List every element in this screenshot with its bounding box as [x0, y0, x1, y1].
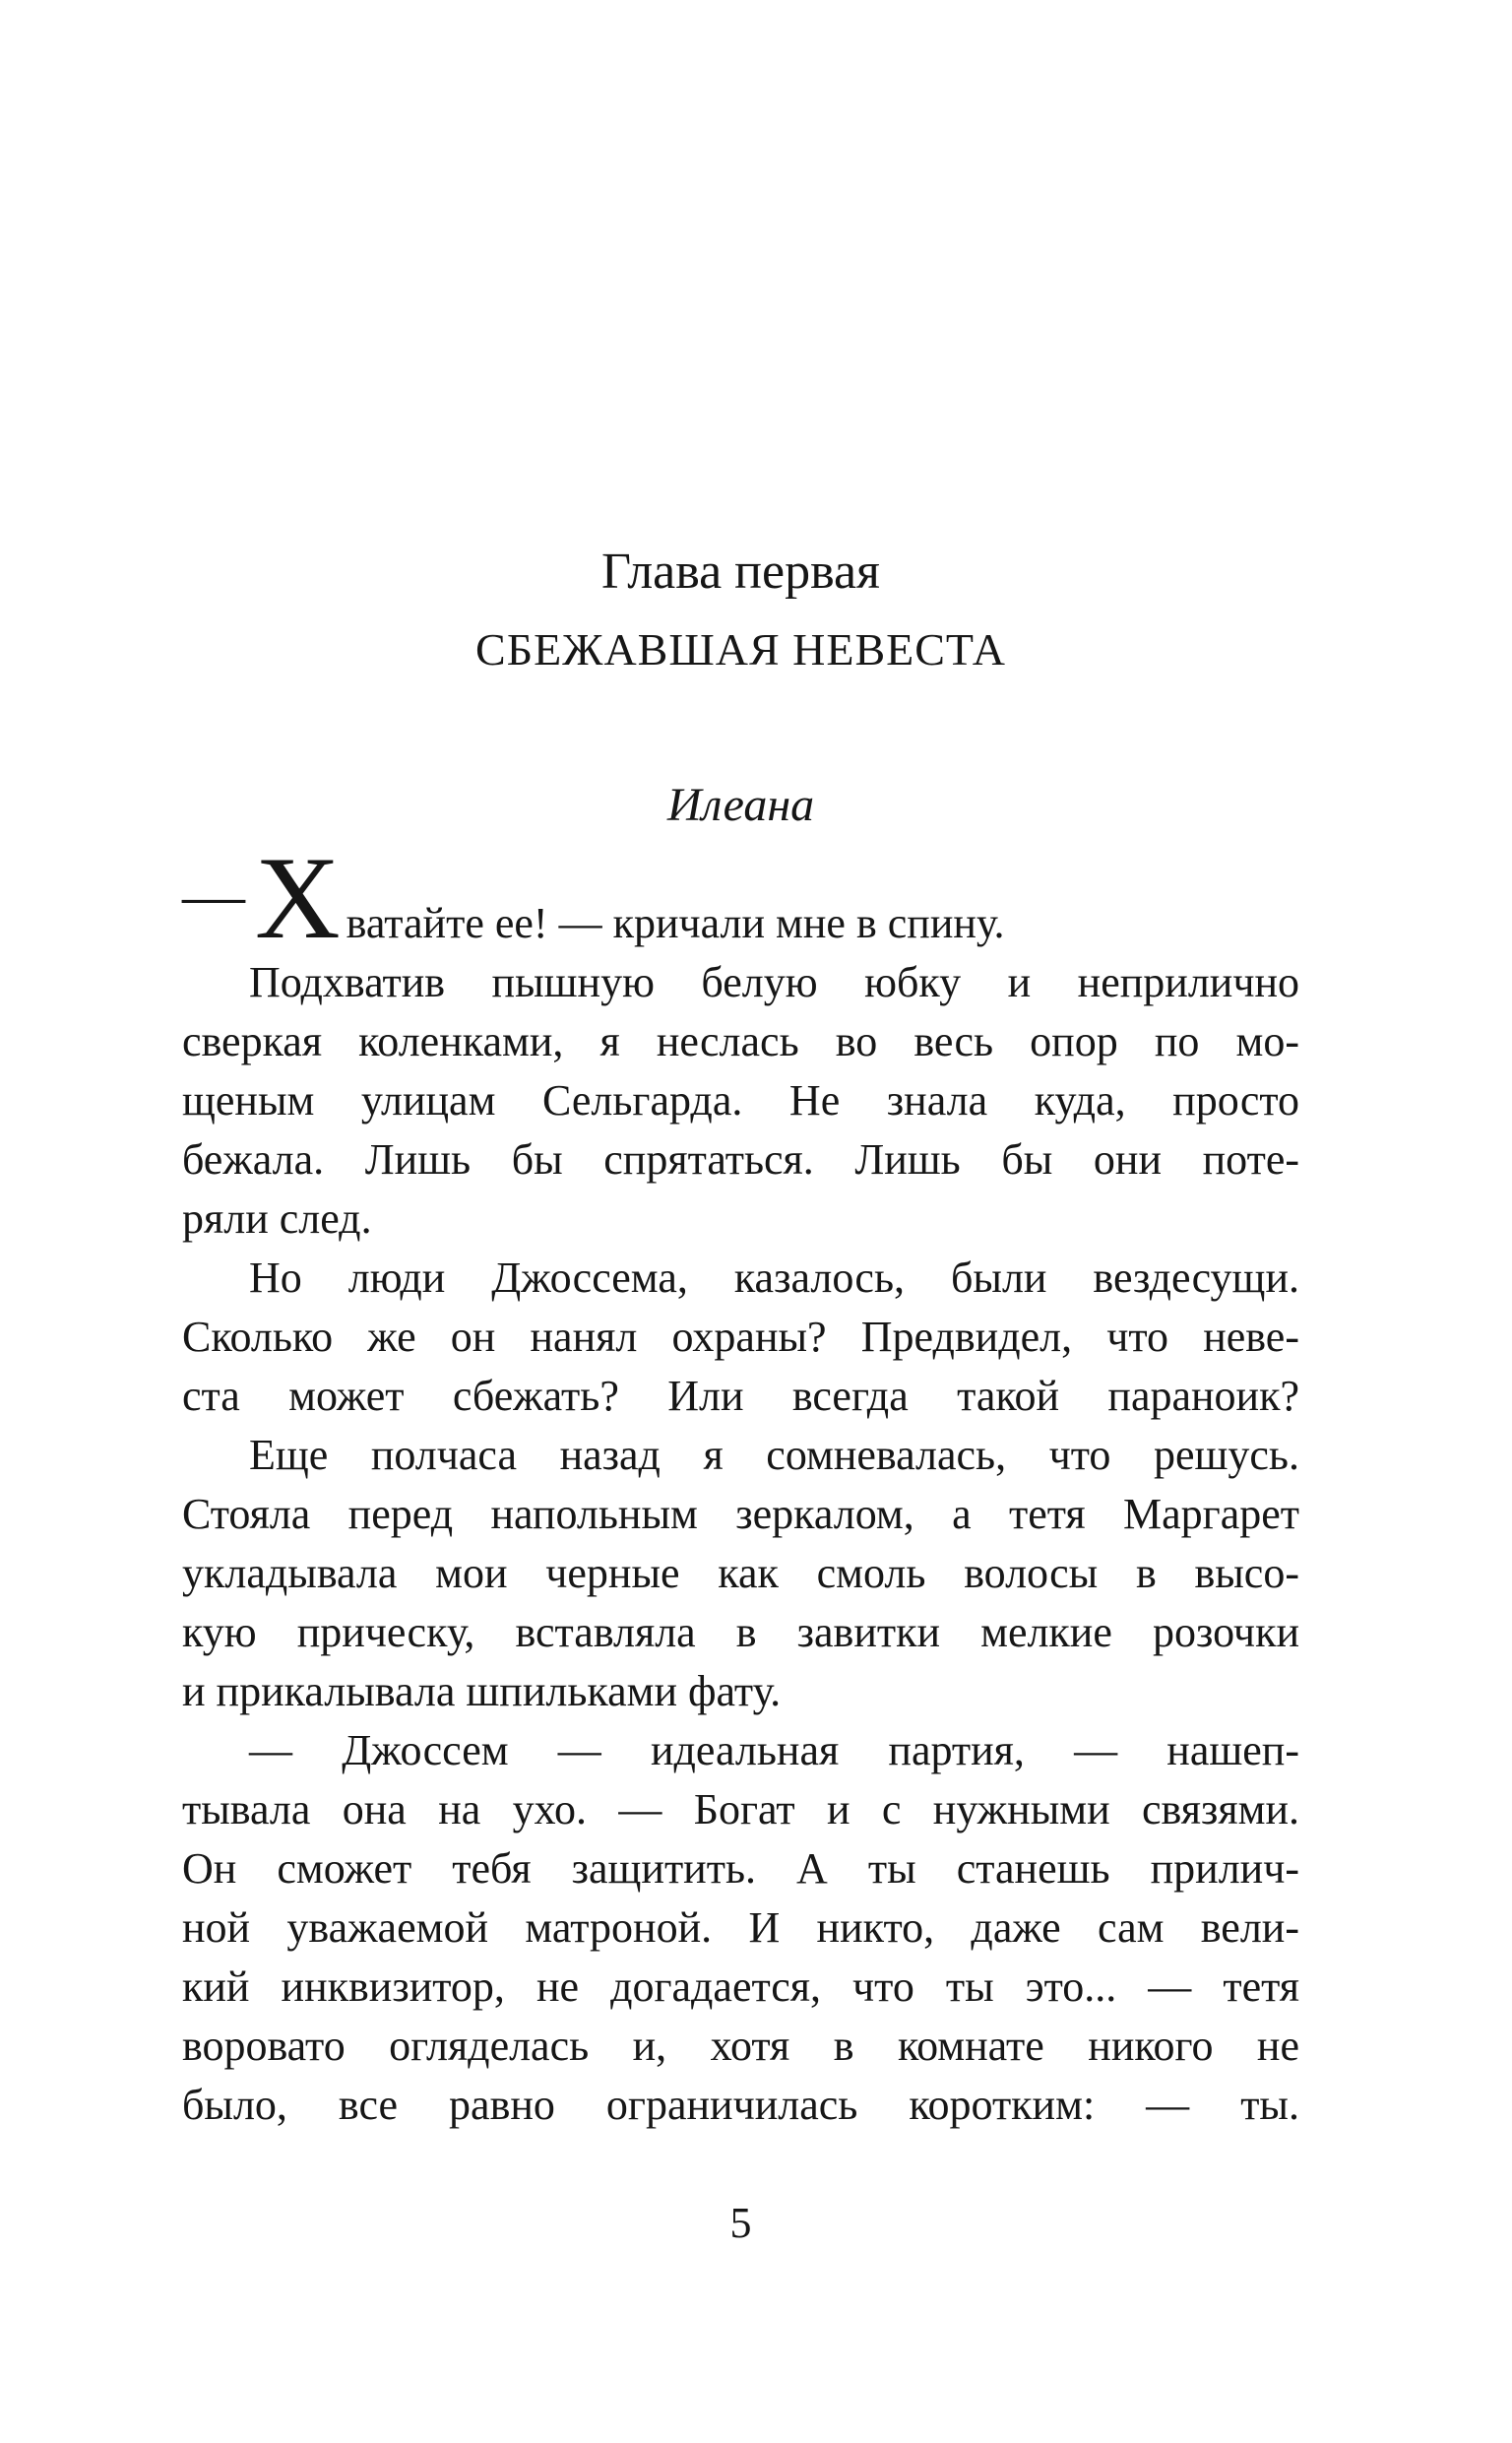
- paragraph: [182, 1249, 1299, 1426]
- text-line: Подхватив пышную белую юбку и неприлично: [249, 958, 1299, 1006]
- opening-text: ватайте ее! — кричали мне в спину.: [346, 899, 1005, 947]
- text-line: было, все равно ограничилась коротким: — ты.: [182, 2081, 1299, 2129]
- text-line: кую прическу, вставляла в завитки мелкие розочки: [182, 1608, 1299, 1656]
- text-line: тывала она на ухо. — Богат и с нужными связями.: [182, 1785, 1299, 1833]
- paragraph: [182, 1426, 1299, 1721]
- text-line: ста может сбежать? Или всегда такой параноик?: [182, 1372, 1299, 1420]
- text-line: —Х ватайте ее! — кричали мне в спину.: [182, 832, 1005, 963]
- text-line: сверкая коленками, я неслась во весь опор по мо-: [182, 1017, 1299, 1065]
- text-line: укладывала мои черные как смоль волосы в высо-: [182, 1549, 1299, 1597]
- page-number: 5: [729, 2199, 752, 2247]
- paragraph: [182, 832, 1299, 963]
- chapter-number: Глава первая: [601, 544, 880, 600]
- paragraph: [182, 1721, 1299, 2135]
- text-line: щеным улицам Сельгарда. Не знала куда, просто: [182, 1076, 1299, 1125]
- text-line: Но люди Джоссема, казалось, были вездесущи.: [249, 1254, 1299, 1302]
- text-line: ряли след.: [182, 1194, 372, 1243]
- text-line: и прикалывала шпильками фату.: [182, 1667, 782, 1715]
- text-line: Еще полчаса назад я сомневалась, что решусь.: [249, 1431, 1299, 1479]
- text-line: бежала. Лишь бы спрятаться. Лишь бы они поте-: [182, 1135, 1299, 1184]
- text-line: ной уважаемой матроной. И никто, даже сам вели-: [182, 1903, 1299, 1952]
- text-line: Стояла перед напольным зеркалом, а тетя Маргарет: [182, 1490, 1299, 1538]
- paragraph: [182, 953, 1299, 1249]
- chapter-title: СБЕЖАВШАЯ НЕВЕСТА: [475, 624, 1006, 675]
- chapter-header: [182, 0, 1299, 675]
- text-line: — Джоссем — идеальная партия, — нашеп-: [249, 1726, 1299, 1774]
- text-line: воровато огляделась и, хотя в комнате никого не: [182, 2022, 1299, 2070]
- text-line: кий инквизитор, не догадается, что ты это... — тетя: [182, 1962, 1299, 2011]
- text-line: Сколько же он нанял охраны? Предвидел, что неве-: [182, 1313, 1299, 1361]
- text-block: [182, 832, 1299, 2135]
- drop-cap-letter: Х: [255, 832, 341, 963]
- narrator-name: Илеана: [666, 779, 815, 831]
- text-line: Он сможет тебя защитить. А ты станешь прилич-: [182, 1844, 1299, 1893]
